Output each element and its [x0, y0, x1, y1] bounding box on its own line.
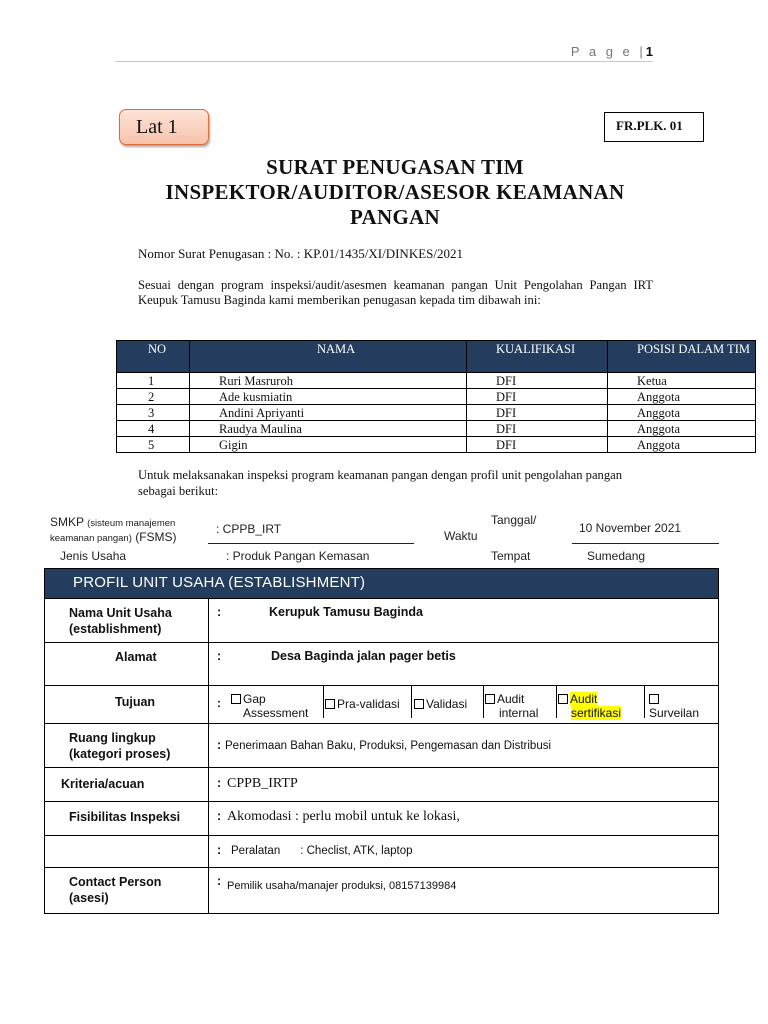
nama-unit-label: Nama Unit Usaha (establishment): [45, 599, 209, 643]
tujuan-value: : Gap Assessment Pra-validasi Validasi Audit internal Audit sertifikasi Surveilan: [209, 686, 719, 724]
checkbox-icon[interactable]: [325, 699, 335, 709]
option-pra-validasi[interactable]: Pra-validasi: [325, 697, 400, 711]
tanggal-label: Tanggal/: [491, 513, 537, 527]
divider: [411, 685, 412, 718]
table-row: [117, 389, 756, 405]
lat-label: Lat 1: [119, 109, 209, 145]
tanggal-value: 10 November 2021: [579, 521, 682, 535]
peralatan-row-label: [45, 836, 209, 868]
form-code: FR.PLK. 01: [604, 112, 704, 142]
row-posisi: Anggota: [608, 421, 756, 437]
page-number-label: P a g e |1: [570, 44, 653, 59]
checkbox-icon[interactable]: [231, 694, 241, 704]
page-header: [115, 40, 653, 62]
row-posisi: Anggota: [608, 389, 756, 405]
divider: [483, 685, 484, 718]
option-audit-sertifikasi[interactable]: Audit sertifikasi: [558, 692, 621, 720]
profil-row-contact: [45, 868, 719, 914]
row-nama: Raudya Maulina: [190, 421, 467, 437]
row-posisi: Anggota: [608, 405, 756, 421]
header-posisi: POSISI DALAM TIM: [608, 341, 756, 373]
contact-value: : Pemilik usaha/manajer produksi, 08157139984: [209, 868, 719, 914]
row-no: 5: [117, 437, 190, 453]
table-row: [117, 405, 756, 421]
row-no: 4: [117, 421, 190, 437]
profil-row-kriteria: [45, 768, 719, 802]
tanggal-underline: [572, 543, 719, 544]
smkp-value: : CPPB_IRT: [216, 522, 282, 536]
letter-number: Nomor Surat Penugasan : No. : KP.01/1435/XI/DINKES/2021: [138, 246, 463, 261]
row-posisi: Anggota: [608, 437, 756, 453]
profil-row-nama: [45, 599, 719, 643]
divider: [556, 685, 557, 718]
option-surveilan[interactable]: Surveilan: [649, 692, 699, 720]
header-kualifikasi: KUALIFIKASI: [467, 341, 608, 373]
tempat-label: Tempat: [491, 549, 531, 563]
row-kualifikasi: DFI: [467, 421, 608, 437]
alamat-value: : Desa Baginda jalan pager betis: [209, 643, 719, 686]
jenis-usaha-label: Jenis Usaha: [60, 549, 127, 563]
profil-row-akomodasi: [45, 802, 719, 836]
option-validasi[interactable]: Validasi: [414, 697, 467, 711]
untuk-paragraph: Untuk melaksanakan inspeksi program keamanan pangan dengan profil unit pengolahan pangan sebagai berikut:: [138, 468, 623, 498]
jenis-usaha-value: : Produk Pangan Kemasan: [226, 549, 370, 563]
tempat-value: Sumedang: [587, 549, 646, 563]
peralatan-value: : Peralatan : Checlist, ATK, laptop: [209, 836, 719, 868]
ruang-lingkup-value: : Penerimaan Bahan Baku, Produksi, Pengemasan dan Distribusi: [209, 724, 719, 768]
header-nama: NAMA: [190, 341, 467, 373]
ruang-lingkup-label: Ruang lingkup (kategori proses): [45, 724, 209, 768]
profil-row-peralatan: [45, 836, 719, 868]
profil-table: [44, 568, 719, 914]
document-title: SURAT PENUGASAN TIM INSPEKTOR/AUDITOR/ASESOR KEAMANAN PANGAN: [165, 155, 625, 229]
checkbox-icon[interactable]: [649, 694, 659, 704]
team-table-header: [117, 341, 756, 373]
intro-paragraph: Sesuai dengan program inspeksi/audit/asesmen keamanan pangan Unit Pengolahan Pangan IRT Keupuk Tamusu Baginda kami memberikan penugasan kepada tim dibawah ini:: [138, 278, 653, 307]
kriteria-value: : CPPB_IRTP: [209, 768, 719, 802]
nama-unit-value: : Kerupuk Tamusu Baginda: [209, 599, 719, 643]
fisibilitas-label: Fisibilitas Inspeksi: [45, 802, 209, 836]
row-no: 2: [117, 389, 190, 405]
profil-row-ruang: [45, 724, 719, 768]
alamat-label: Alamat: [45, 643, 209, 686]
header-no: NO: [117, 341, 190, 373]
row-kualifikasi: DFI: [467, 405, 608, 421]
checkbox-icon[interactable]: [558, 694, 568, 704]
divider: [644, 685, 645, 718]
row-kualifikasi: DFI: [467, 389, 608, 405]
akomodasi-value: : Akomodasi : perlu mobil untuk ke lokasi,: [209, 802, 719, 836]
contact-label: Contact Person (asesi): [45, 868, 209, 914]
table-row: [117, 437, 756, 453]
waktu-label: Waktu: [444, 529, 478, 543]
profil-row-tujuan: [45, 686, 719, 724]
row-posisi: Ketua: [608, 373, 756, 389]
table-row: [117, 373, 756, 389]
smkp-underline: [208, 543, 414, 544]
option-gap-assessment[interactable]: Gap Assessment: [231, 692, 308, 720]
row-kualifikasi: DFI: [467, 437, 608, 453]
checkbox-icon[interactable]: [414, 699, 424, 709]
table-row: [117, 421, 756, 437]
tujuan-label: Tujuan: [45, 686, 209, 724]
row-no: 3: [117, 405, 190, 421]
option-audit-internal[interactable]: Audit internal: [485, 692, 538, 720]
row-kualifikasi: DFI: [467, 373, 608, 389]
row-nama: Ruri Masruroh: [190, 373, 467, 389]
kriteria-label: Kriteria/acuan: [45, 768, 209, 802]
page-number: 1: [645, 44, 653, 59]
checkbox-icon[interactable]: [485, 694, 495, 704]
profil-heading: PROFIL UNIT USAHA (ESTABLISHMENT): [45, 569, 719, 599]
smkp-label-line2: keamanan pangan) (FSMS): [50, 530, 177, 544]
row-nama: Gigin: [190, 437, 467, 453]
divider: [323, 685, 324, 718]
team-table: [116, 340, 756, 453]
row-nama: Ade kusmiatin: [190, 389, 467, 405]
smkp-label: SMKP (sisteum manajemen: [50, 515, 176, 529]
row-nama: Andini Apriyanti: [190, 405, 467, 421]
row-no: 1: [117, 373, 190, 389]
profil-row-alamat: [45, 643, 719, 686]
